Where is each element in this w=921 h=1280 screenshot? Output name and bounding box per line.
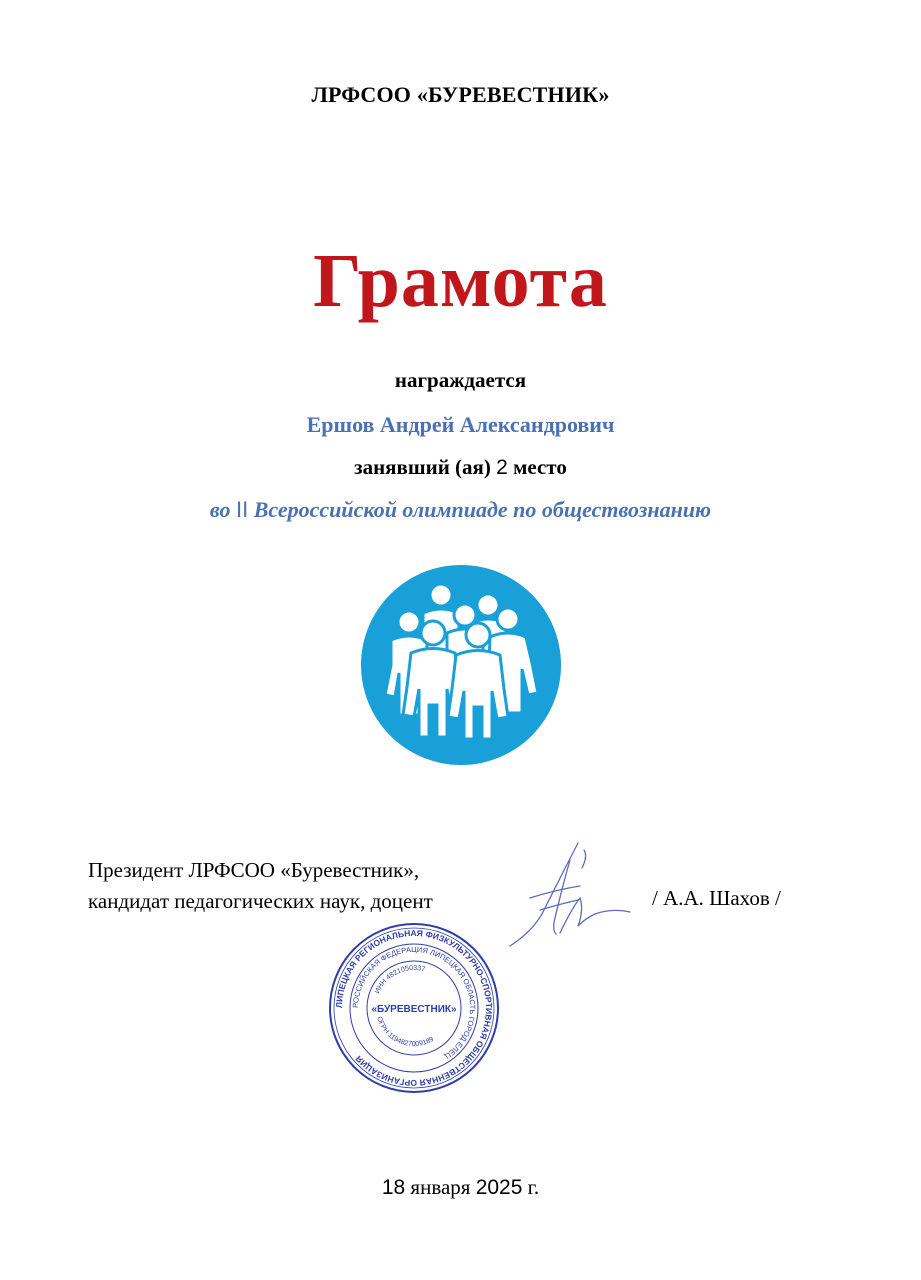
stamp-outer-text: ЛИПЕЦКАЯ РЕГИОНАЛЬНАЯ ФИЗКУЛЬТУРНО-СПОРТИВНАЯ ОБЩЕСТВЕННАЯ ОРГАНИЗАЦИЯ [333, 927, 495, 1089]
stamp-inner-text: РОССИЙСКАЯ ФЕДЕРАЦИЯ ЛИПЕЦКАЯ ОБЛАСТЬ ГОРОД ЕЛЕЦ [350, 944, 478, 1061]
organization-header: ЛРФСОО «БУРЕВЕСТНИК» [311, 82, 610, 107]
place-prefix: занявший (ая) [354, 455, 491, 479]
stamp-center: «БУРЕВЕСТНИК» [371, 1004, 457, 1015]
certificate-title: Грамота [313, 239, 608, 323]
date-day: 18 [381, 1176, 406, 1199]
event-prefix: во [209, 497, 231, 522]
date-month: января [410, 1175, 471, 1199]
organization-stamp [328, 922, 500, 1094]
signatory-line-2: кандидат педагогических наук, доцент [88, 889, 433, 913]
place-line [0, 455, 921, 480]
signatory-line-1: Президент ЛРФСОО «Буревестник», [88, 858, 420, 882]
svg-text:ИНН 4821050337 [374, 965, 426, 995]
svg-text:ОГРН 1194827009189 [375, 1016, 435, 1048]
date-suffix: г. [527, 1175, 540, 1199]
recipient-name: Ершов Андрей Александрович [306, 412, 615, 437]
place-suffix: место [513, 455, 567, 479]
people-group-icon [361, 565, 561, 765]
signatory-name: / А.А. Шахов / [652, 886, 781, 910]
issue-date [0, 1175, 921, 1200]
event-name: Всероссийской олимпиаде по обществознанию [253, 497, 712, 522]
signatory-title [88, 855, 433, 917]
place-number: 2 [496, 456, 508, 479]
stamp-ogrn: ОГРН 1194827009189 [375, 1015, 436, 1049]
awarded-label: награждается [394, 368, 527, 392]
event-numeral: II [235, 497, 249, 522]
handwritten-signature [500, 838, 635, 953]
stamp-inn: ИНН 4821050337 [374, 964, 426, 995]
event-line [0, 497, 921, 523]
date-year: 2025 [475, 1176, 523, 1199]
